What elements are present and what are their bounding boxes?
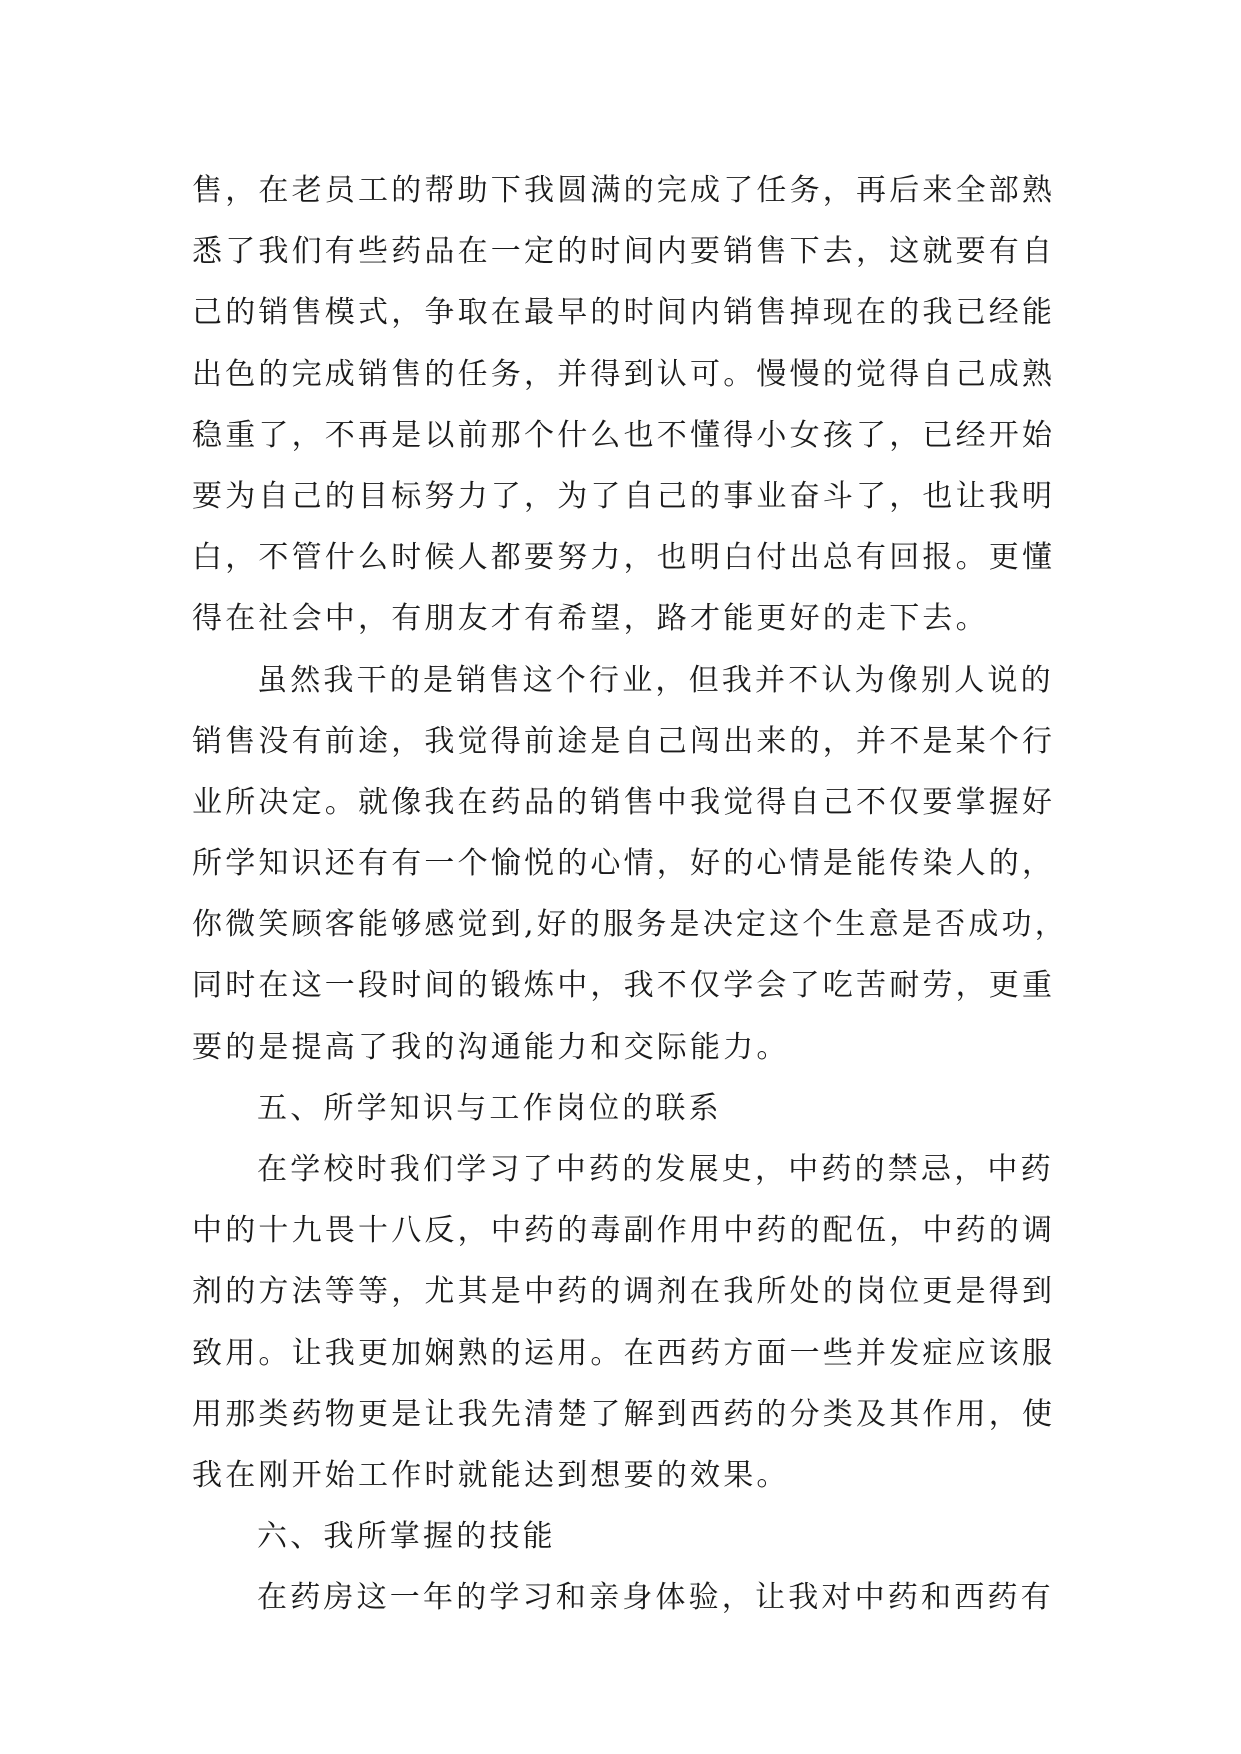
text-line: 要的是提高了我的沟通能力和交际能力。 — [192, 1029, 790, 1065]
text-line: 所学知识还有有一个愉悦的心情，好的心情是能传染人的， — [192, 846, 1056, 882]
text-line: 同时在这一段时间的锻炼中，我不仅学会了吃苦耐劳，更重 — [192, 968, 1056, 1004]
text-line: 在药房这一年的学习和亲身体验，让我对中药和西药有 — [257, 1580, 1054, 1616]
text-line: 要为自己的目标努力了，为了自己的事业奋斗了，也让我明 — [192, 478, 1056, 514]
text-line: 己的销售模式，争取在最早的时间内销售掉现在的我已经能 — [192, 295, 1056, 331]
text-line: 业所决定。就像我在药品的销售中我觉得自己不仅要掌握好 — [192, 784, 1056, 820]
text-line: 在学校时我们学习了中药的发展史，中药的禁忌，中药 — [257, 1152, 1054, 1187]
text-line: 白，不管什么时候人都要努力，也明白付出总有回报。更懂 — [192, 540, 1056, 576]
text-line: 悉了我们有些药品在一定的时间内要销售下去，这就要有自 — [192, 234, 1056, 270]
text-line: 售，在老员工的帮助下我圆满的完成了任务，再后来全部熟 — [192, 173, 1056, 208]
text-line: 稳重了，不再是以前那个什么也不懂得小女孩了，已经开始 — [192, 417, 1056, 453]
text-line: 销售没有前途，我觉得前途是自己闯出来的，并不是某个行 — [192, 723, 1056, 759]
text-line: 得在社会中，有朋友才有希望，路才能更好的走下去。 — [192, 601, 989, 637]
text-line: 用那类药物更是让我先清楚了解到西药的分类及其作用，使 — [192, 1396, 1056, 1432]
body-text — [192, 160, 1072, 1629]
text-line: 你微笑顾客能够感觉到,好的服务是决定这个生意是否成功， — [192, 907, 1068, 943]
text-line: 虽然我干的是销售这个行业，但我并不认为像别人说的 — [257, 662, 1054, 698]
text-line: 出色的完成销售的任务，并得到认可。慢慢的觉得自己成熟 — [192, 356, 1056, 392]
text-line: 六、我所掌握的技能 — [257, 1519, 556, 1555]
text-line: 五、所学知识与工作岗位的联系 — [257, 1090, 722, 1126]
text-line: 我在刚开始工作时就能达到想要的效果。 — [192, 1457, 790, 1493]
text-line: 致用。让我更加娴熟的运用。在西药方面一些并发症应该服 — [192, 1335, 1056, 1371]
text-line: 剂的方法等等，尤其是中药的调剂在我所处的岗位更是得到 — [192, 1274, 1056, 1310]
text-line: 中的十九畏十八反，中药的毒副作用中药的配伍，中药的调 — [192, 1213, 1056, 1249]
